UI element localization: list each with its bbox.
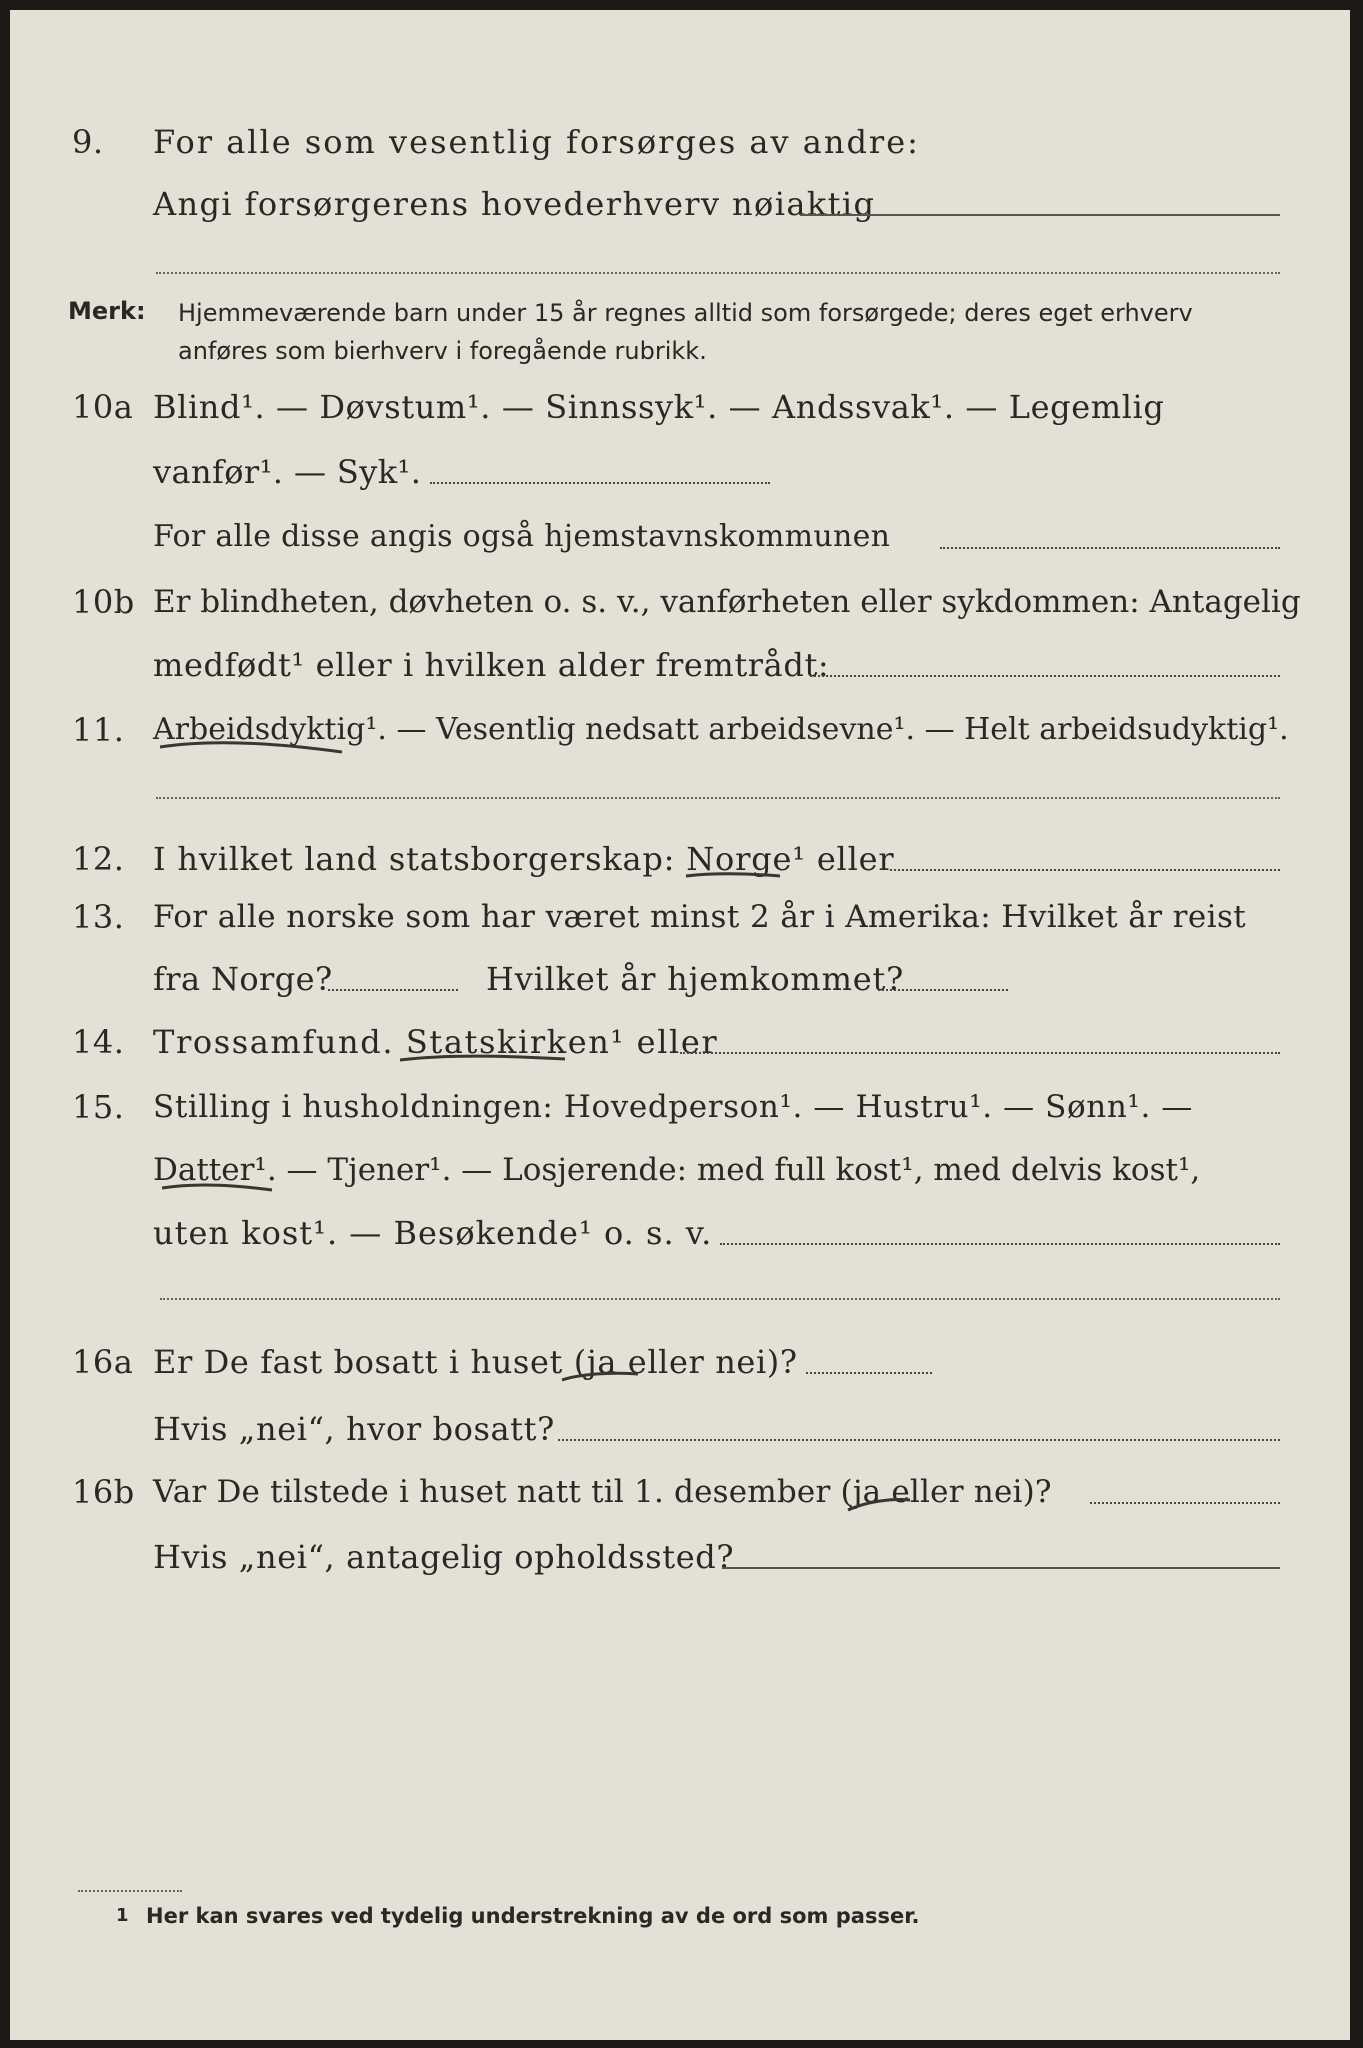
- question-number: 10a: [72, 388, 134, 426]
- question-text: For alle som vesentlig forsørges av andre:: [153, 123, 920, 161]
- footnote-rule: [78, 1890, 182, 1892]
- underline-statskirken: [400, 1056, 565, 1060]
- question-text: Trossamfund. Statskirken¹ eller: [153, 1023, 719, 1061]
- question-number: 13.: [72, 898, 125, 936]
- question-text: Hvis „nei“, antagelig opholdssted?: [153, 1538, 735, 1576]
- question-text: Datter¹. — Tjener¹. — Losjerende: med full kost¹, med delvis kost¹,: [153, 1152, 1201, 1188]
- question-text: medfødt¹ eller i hvilken alder fremtrådt:: [153, 646, 830, 684]
- question-number: 16a: [72, 1343, 134, 1381]
- question-text: fra Norge?: [153, 960, 333, 998]
- question-text: Angi forsørgerens hovederhverv nøiaktig: [153, 185, 876, 223]
- question-text: vanfør¹. — Syk¹.: [153, 453, 422, 491]
- underline-ja-16b: [848, 1499, 910, 1510]
- underline-norge: [686, 874, 780, 876]
- underline-datter: [162, 1185, 272, 1190]
- question-text: For alle disse angis også hjemstavnskommunen: [153, 519, 891, 554]
- question-number: 11.: [72, 711, 125, 749]
- question-text: For alle norske som har været minst 2 år i Amerika: Hvilket år reist: [153, 899, 1247, 935]
- underline-arbeidsdyktig: [160, 743, 342, 752]
- question-number: 16b: [72, 1473, 135, 1511]
- question-number: 9.: [72, 123, 104, 161]
- question-text: Blind¹. — Døvstum¹. — Sinnssyk¹. — Andssvak¹. — Legemlig: [153, 388, 1165, 426]
- footnote-mark: 1: [116, 1905, 129, 1926]
- underline-ja-16a: [562, 1373, 638, 1380]
- question-number: 14.: [72, 1023, 125, 1061]
- note-text: Hjemmeværende barn under 15 år regnes alltid som forsørgede; deres eget erhverv anføres som bierhverv i foregående rubrikk.: [178, 299, 1193, 365]
- question-number: 12.: [72, 840, 125, 878]
- question-text: Er blindheten, døvheten o. s. v., vanførheten eller sykdommen: Antagelig: [153, 584, 1301, 620]
- question-text: Var De tilstede i huset natt til 1. desember (ja eller nei)?: [153, 1474, 1052, 1510]
- question-number: 10b: [72, 583, 135, 621]
- question-text: Stilling i husholdningen: Hovedperson¹. — Hustru¹. — Sønn¹. —: [153, 1089, 1193, 1125]
- census-form-page: [10, 10, 1350, 2040]
- note-label: Merk:: [68, 297, 146, 325]
- question-text: Hvis „nei“, hvor bosatt?: [153, 1410, 555, 1448]
- question-number: 15.: [72, 1088, 125, 1126]
- footnote-text: Her kan svares ved tydelig understrekning av de ord som passer.: [146, 1904, 920, 1928]
- question-text: I hvilket land statsborgerskap: Norge¹ eller: [153, 840, 895, 878]
- question-text: Arbeidsdyktig¹. — Vesentlig nedsatt arbeidsevne¹. — Helt arbeidsudyktig¹.: [153, 712, 1289, 747]
- question-text: Hvilket år hjemkommet?: [486, 960, 905, 998]
- handwritten-underline-marks: [10, 10, 1350, 2040]
- question-text: Er De fast bosatt i huset (ja eller nei)?: [153, 1343, 798, 1381]
- question-text: uten kost¹. — Besøkende¹ o. s. v.: [153, 1214, 713, 1252]
